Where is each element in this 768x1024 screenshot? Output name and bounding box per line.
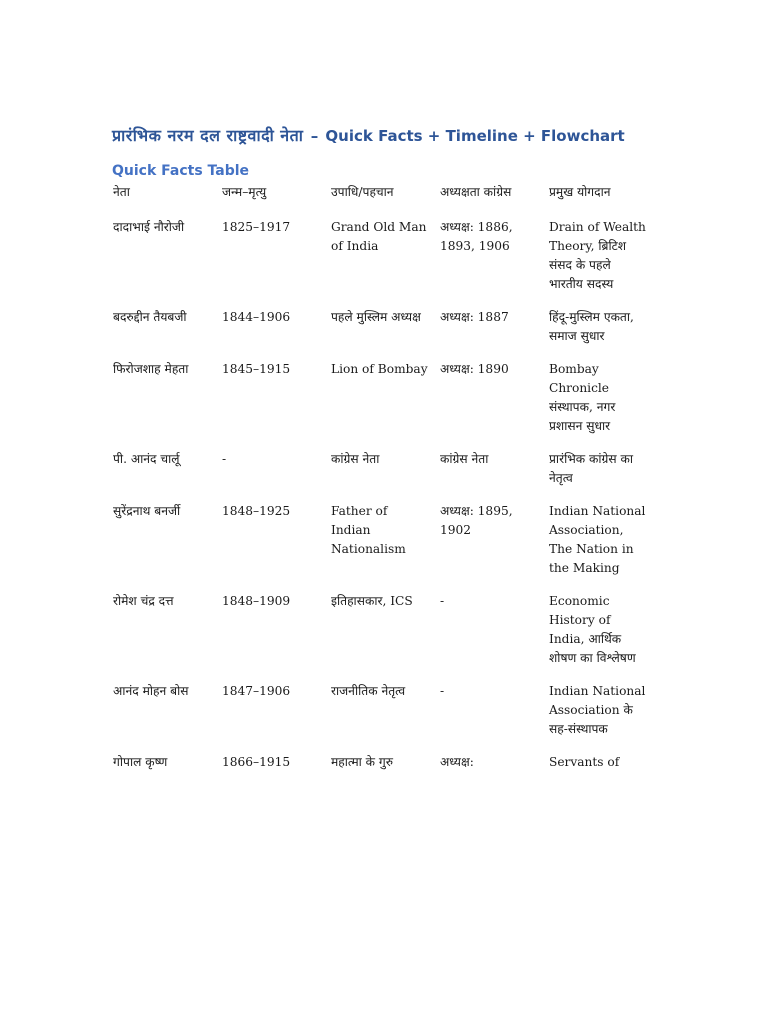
cell-contribution: Servants of [549,755,620,769]
cell-birth-death: 1848–1909 [222,594,291,608]
cell-leader: बदरुद्दीन तैयबजी [113,310,187,324]
cell-birth-death: 1844–1906 [222,310,291,324]
cell-title: इतिहासकार, ICS [331,594,413,608]
cell-contribution: हिंदू-मुस्लिम एकता, समाज सुधार [549,310,634,343]
header-title: उपाधि/पहचान [331,185,394,199]
document-title-hindi: प्रारंभिक नरम दल राष्ट्रवादी नेता [112,126,304,145]
table-row [110,308,655,360]
cell-presidency: अध्यक्ष: [440,755,474,769]
cell-birth-death: 1845–1915 [222,362,291,376]
document-title-separator: – [310,127,319,145]
cell-title: Lion of Bombay [331,362,428,376]
cell-presidency: - [440,594,445,608]
cell-presidency: अध्यक्ष: 1887 [440,310,509,324]
cell-leader: रोमेश चंद्र दत्त [113,594,174,608]
cell-leader: गोपाल कृष्ण [113,755,168,769]
table-row [110,592,655,682]
cell-birth-death: 1847–1906 [222,684,291,698]
cell-contribution: Indian National Association, The Nation in the Making [549,504,646,575]
cell-leader: आनंद मोहन बोस [113,684,189,698]
quick-facts-table [110,183,655,786]
document-title [112,124,625,146]
cell-birth-death: 1866–1915 [222,755,291,769]
cell-title: कांग्रेस नेता [331,452,380,466]
cell-contribution: Indian National Association के सह-संस्थापक [549,684,646,736]
table-row [110,450,655,502]
table-header-row [110,183,655,218]
cell-leader: पी. आनंद चार्लू [113,452,180,466]
cell-birth-death: - [222,452,227,466]
cell-leader: सुरेंद्रनाथ बनर्जी [113,504,181,518]
cell-title: Grand Old Man of India [331,220,427,253]
cell-title: महात्मा के गुरु [331,755,394,769]
cell-presidency: कांग्रेस नेता [440,452,489,466]
document-title-english: Quick Facts + Timeline + Flowchart [325,127,625,145]
table-row [110,360,655,450]
cell-presidency: अध्यक्ष: 1890 [440,362,509,376]
header-presidency: अध्यक्षता कांग्रेस [440,185,512,199]
cell-title: राजनीतिक नेतृत्व [331,684,406,698]
cell-birth-death: 1848–1925 [222,504,291,518]
section-heading: Quick Facts Table [112,163,250,179]
cell-birth-death: 1825–1917 [222,220,291,234]
cell-contribution: प्रारंभिक कांग्रेस का नेतृत्व [549,452,634,485]
header-contribution: प्रमुख योगदान [549,185,611,199]
cell-presidency: - [440,684,445,698]
cell-leader: दादाभाई नौरोजी [113,220,185,234]
header-leader: नेता [113,185,130,199]
table-row [110,502,655,592]
table-row [110,753,655,786]
table-row [110,682,655,753]
cell-title: Father of Indian Nationalism [331,504,406,556]
cell-contribution: Bombay Chronicle संस्थापक, नगर प्रशासन सुधार [549,362,616,433]
table-row [110,218,655,308]
header-birth-death: जन्म–मृत्यु [222,185,267,199]
cell-contribution: Drain of Wealth Theory, ब्रिटिश संसद के पहले भारतीय सदस्य [549,220,646,291]
cell-leader: फिरोजशाह मेहता [113,362,189,376]
cell-contribution: Economic History of India, आर्थिक शोषण का विश्लेषण [549,594,636,665]
cell-title: पहले मुस्लिम अध्यक्ष [331,310,421,324]
cell-presidency: अध्यक्ष: 1886, 1893, 1906 [440,220,513,253]
cell-presidency: अध्यक्ष: 1895, 1902 [440,504,513,537]
